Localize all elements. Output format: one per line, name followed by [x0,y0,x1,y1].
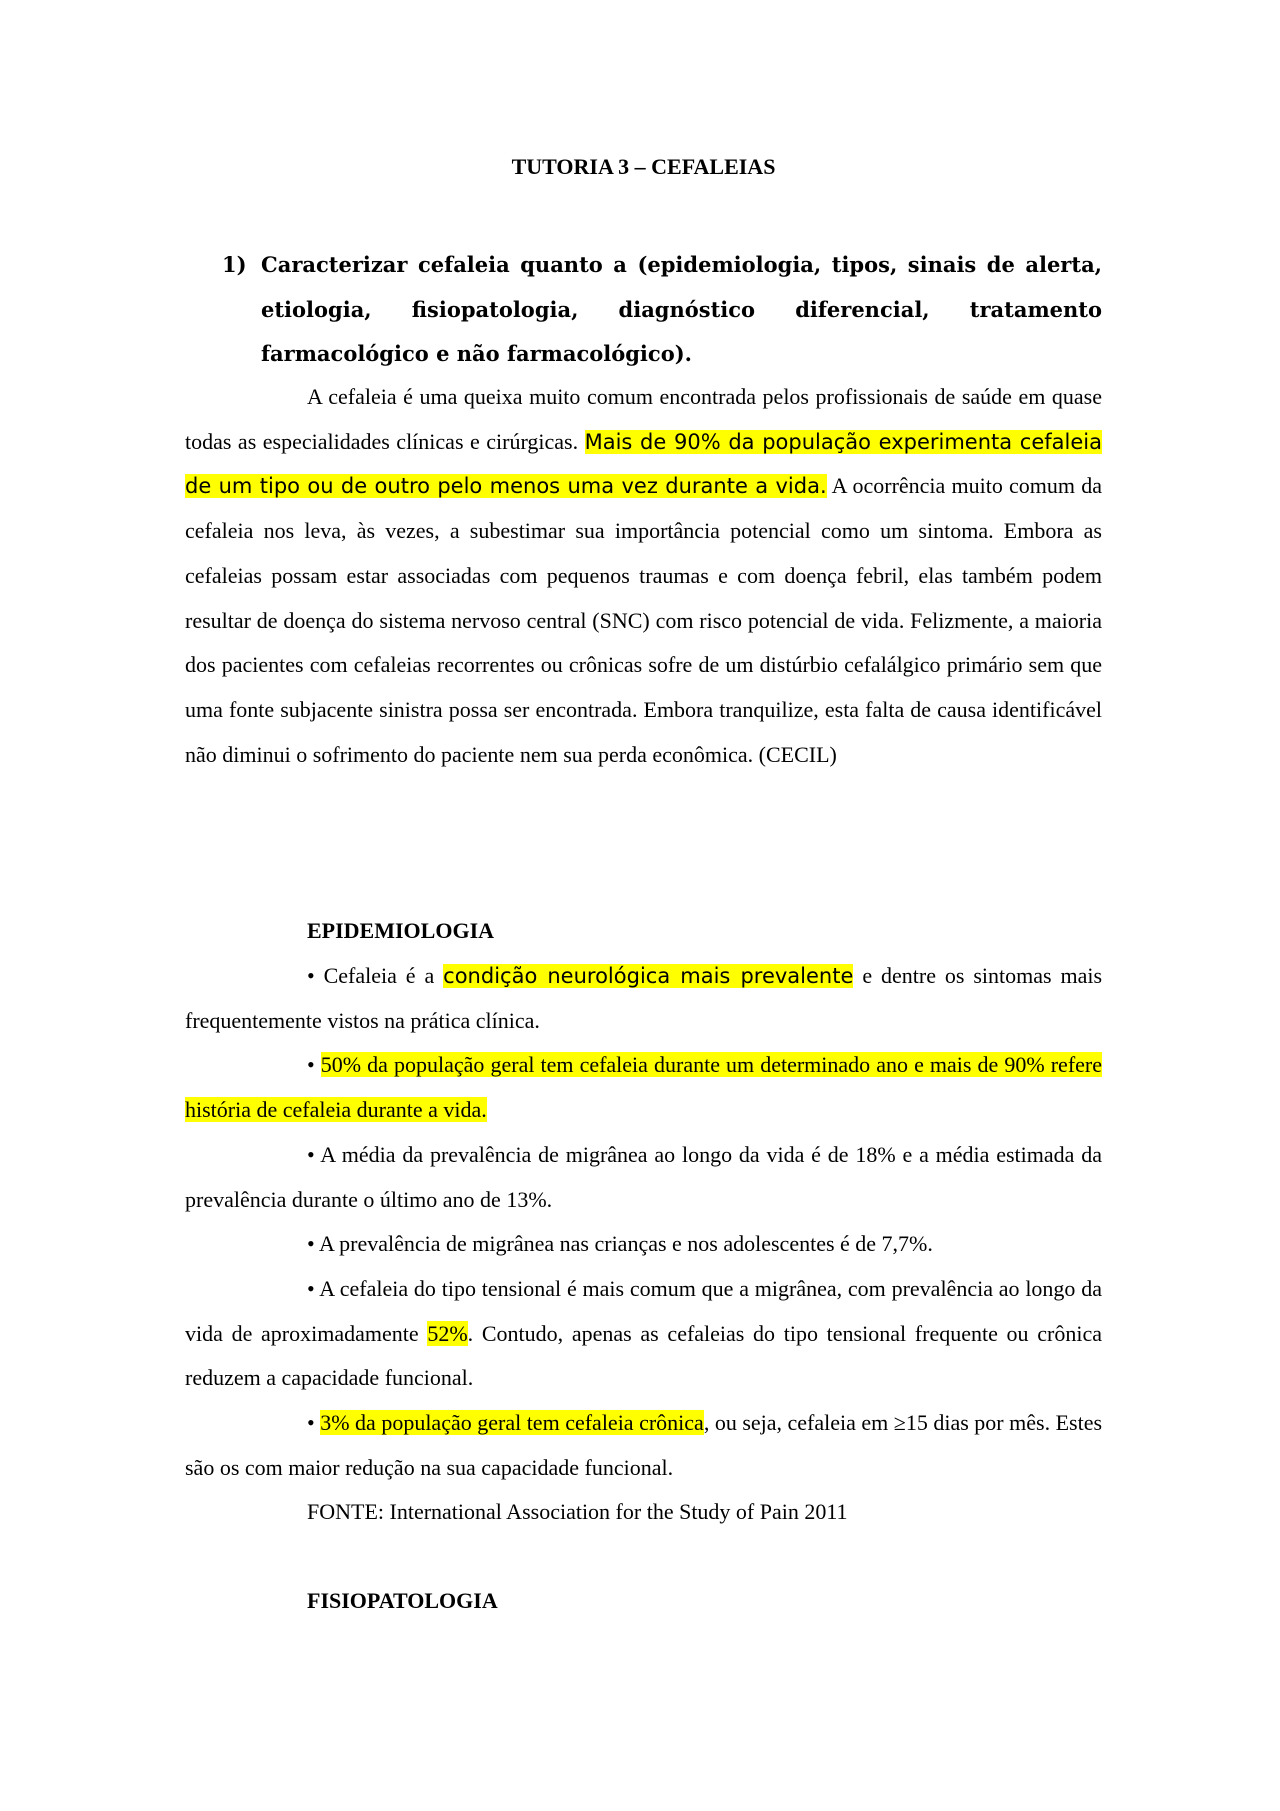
bullet-4: • A prevalência de migrânea nas crianças e nos adolescentes é de 7,7%. [307,1231,933,1257]
bullet-5-text: • A cefaleia do tipo tensional é mais comum que a migrânea, com prevalência ao longo da vida de aproximadamente [185,1275,1102,1346]
intro-text-2: A ocorrência muito comum da cefaleia nos leva, às vezes, a subestimar sua importância potencial como um sintoma. Embora as cefaleias possam estar associadas com pequenos traumas e com doença febril, elas também podem resultar de doença do sistema nervoso central (SNC) com risco potencial de vida. Felizmente, a maioria dos pacientes com cefaleias recorrentes ou crônicas sofre de um distúrbio cefalálgico primário sem que uma fonte subjacente sinistra possa ser encontrada. Embora tranquilize, esta falta de causa identificável não diminui o sofrimento do paciente nem sua perda econômica. (CECIL) [185,473,1103,767]
bullet-2-marker: • [307,1052,321,1078]
intro-text-1: A cefaleia é uma queixa muito comum encontrada pelos profissionais de saúde em quase todas as especialidades clínicas e cirúrgicas. [185,384,1102,454]
epidemiology-list [185,954,1102,1535]
bullet-3: • A média da prevalência de migrânea ao longo da vida é de 18% e a média estimada da prevalência durante o último ano de 13%. [185,1141,1102,1212]
bullet-1-text-end: e dentre os sintomas mais frequentemente vistos na prática clínica. [185,963,1103,1033]
bullet-5 [185,1267,1102,1401]
bullet-6-text-end: , ou seja, cefaleia em ≥15 dias por mês. Estes são os com maior redução na sua capacidade funcional. [185,1410,1103,1480]
epidemiology-heading: EPIDEMIOLOGIA [307,918,495,943]
question-text: Caracterizar cefaleia quanto a (epidemiologia, tipos, sinais de alerta, etiologia, fisiopatologia, diagnóstico diferencial, tratamento farmacológico e não farmacológico). [261,252,1102,367]
intro-highlight: Mais de 90% da população experimenta cefaleia de um tipo ou de outro pelo menos uma vez durante a vida. [185,429,1102,499]
bullet-6-marker: • [307,1410,321,1436]
bullet-1-highlight: condição neurológica mais prevalente [443,964,854,988]
bullet-5-highlight: 52% [427,1320,468,1346]
question-number: 1) [222,252,247,277]
question-1 [222,243,1102,377]
document-title: TUTORIA 3 – CEFALEIAS [511,154,776,179]
bullet-1 [185,954,1102,1043]
bullet-6-highlight: 3% da população geral tem cefaleia crônica [320,1410,704,1436]
intro-paragraph [185,375,1102,777]
bullet-6 [185,1401,1102,1490]
bullet-1-text: • Cefaleia é a [307,963,444,988]
source-citation: FONTE: International Association for the Study of Pain 2011 [307,1499,848,1525]
bullet-2 [185,1043,1102,1132]
bullet-5-text-end: . Contudo, apenas as cefaleias do tipo tensional frequente ou crônica reduzem a capacidade funcional. [185,1320,1102,1391]
pathophysiology-heading: FISIOPATOLOGIA [307,1588,498,1613]
bullet-2-highlight: 50% da população geral tem cefaleia durante um determinado ano e mais de 90% refere história de cefaleia durante a vida. [185,1052,1103,1123]
